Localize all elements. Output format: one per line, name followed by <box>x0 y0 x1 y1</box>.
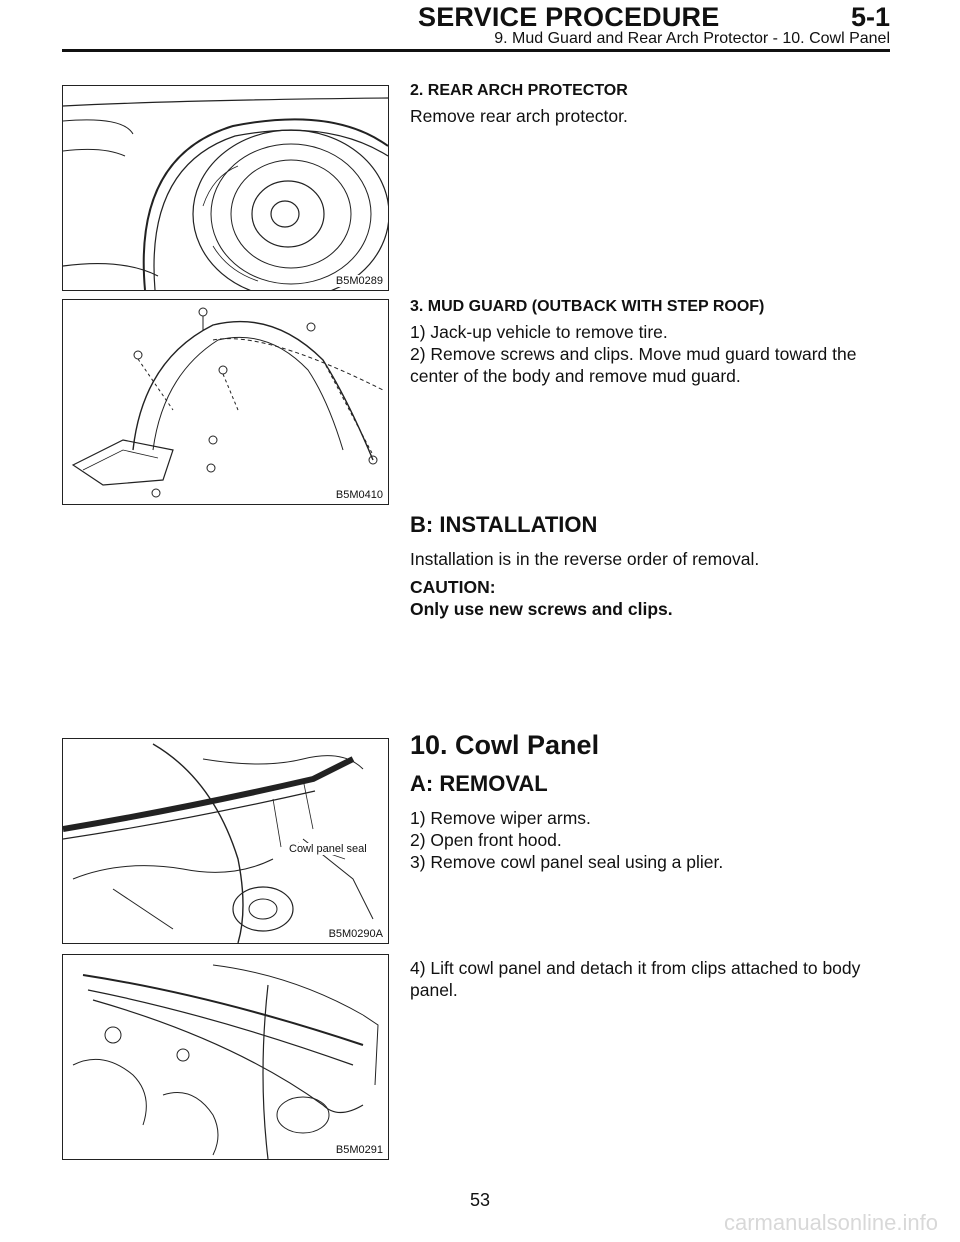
cowl-step-4-cont: panel. <box>410 980 458 1000</box>
cowl-panel-section <box>410 730 885 873</box>
cowl-step-1: 1) Remove wiper arms. <box>410 808 591 828</box>
cowl-seal-callout: Cowl panel seal <box>289 843 367 855</box>
figure-cowl-panel <box>62 954 389 1160</box>
figure-label: B5M0410 <box>335 489 383 501</box>
figure-cowl-seal <box>62 738 389 944</box>
mud-guard-step-2: 2) Remove screws and clips. Move mud guard toward the <box>410 344 857 364</box>
rear-arch-text: Remove rear arch protector. <box>410 106 628 126</box>
mud-guard-section <box>410 298 885 387</box>
header-subtitle: 9. Mud Guard and Rear Arch Protector - 10. Cowl Panel <box>494 30 890 47</box>
mud-guard-step-2-cont: center of the body and remove mud guard. <box>410 366 741 386</box>
figure-label: B5M0289 <box>335 275 383 287</box>
cowl-panel-illustration <box>63 955 388 1159</box>
cowl-step-4: 4) Lift cowl panel and detach it from clips attached to body <box>410 958 861 978</box>
caution-label: CAUTION: <box>410 577 496 597</box>
cowl-panel-heading: 10. Cowl Panel <box>410 730 600 760</box>
mud-guard-heading: 3. MUD GUARD (OUTBACK WITH STEP ROOF) <box>410 298 765 315</box>
caution-text: Only use new screws and clips. <box>410 599 673 619</box>
installation-text: Installation is in the reverse order of removal. <box>410 549 760 569</box>
mud-guard-step-1: 1) Jack-up vehicle to remove tire. <box>410 322 668 342</box>
cowl-seal-illustration <box>63 739 388 943</box>
rear-arch-illustration <box>63 86 388 290</box>
mud-guard-illustration <box>63 300 388 504</box>
cowl-step-4-section <box>410 957 885 1001</box>
removal-heading: A: REMOVAL <box>410 771 548 796</box>
header-title: SERVICE PROCEDURE <box>418 2 720 32</box>
cowl-step-3: 3) Remove cowl panel seal using a plier. <box>410 852 724 872</box>
figure-rear-arch <box>62 85 389 291</box>
page-header <box>0 0 960 50</box>
rear-arch-section <box>410 82 885 127</box>
watermark: carmanualsonline.info <box>723 1210 938 1235</box>
figure-label: B5M0290A <box>328 928 383 940</box>
installation-heading: B: INSTALLATION <box>410 512 598 537</box>
installation-section <box>410 512 885 620</box>
rear-arch-heading: 2. REAR ARCH PROTECTOR <box>410 82 628 99</box>
section-code: 5-1 <box>850 2 890 32</box>
figure-label: B5M0291 <box>335 1144 383 1156</box>
page-number: 53 <box>469 1190 491 1210</box>
figure-mud-guard <box>62 299 389 505</box>
header-rule <box>62 49 890 52</box>
cowl-step-2: 2) Open front hood. <box>410 830 562 850</box>
